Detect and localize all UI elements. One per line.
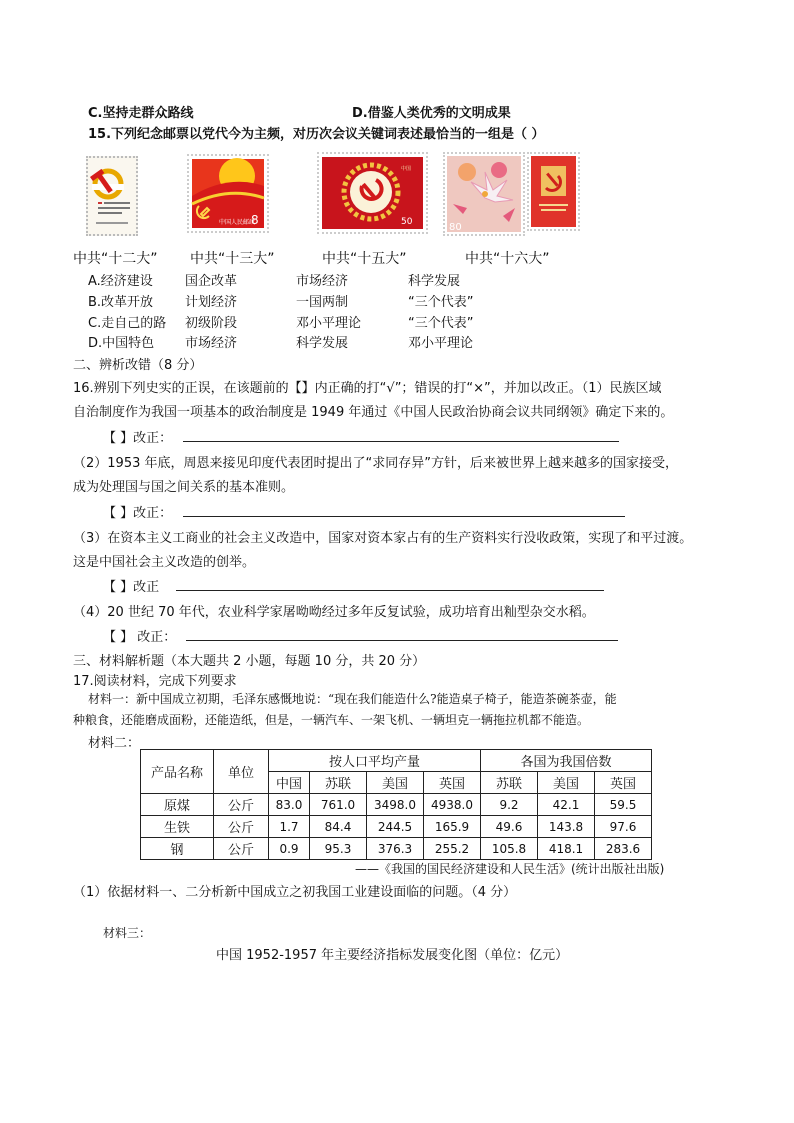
stamp-12th-congress	[86, 156, 138, 236]
q15-option-a-1: A.经济建设	[88, 274, 153, 289]
table-cell: 84.4	[310, 816, 367, 838]
table-cell: 255.2	[424, 838, 481, 860]
q16-part4: （4）20 世纪 70 年代，农业科学家屠呦呦经过多年反复试验，成功培育出籼型杂交水稻。	[73, 605, 595, 620]
table-cell-name: 钢	[141, 838, 214, 860]
q17-material-1-line1: 材料一：新中国成立初期，毛泽东感慨地说：“现在我们能造什么?能造桌子椅子，能造茶碗茶壶，能	[88, 692, 617, 706]
table-cell: 3498.0	[367, 794, 424, 816]
table-cell-unit: 公斤	[214, 816, 269, 838]
table-cell: 1.7	[269, 816, 310, 838]
q15-option-b-1: B.改革开放	[88, 295, 154, 310]
table-cell: 143.8	[538, 816, 595, 838]
q15-option-a-2: 国企改革	[185, 274, 238, 289]
table-cell-name: 生铁	[141, 816, 214, 838]
table-header-unit: 单位	[214, 750, 269, 794]
table-row	[141, 816, 652, 838]
q15-option-b-4: “三个代表”	[408, 295, 474, 310]
q15-option-a-4: 科学发展	[408, 274, 461, 289]
party-emblem-stamp-icon	[319, 154, 426, 232]
stamp-caption-15th: 中共“十五大”	[322, 251, 407, 267]
q16-answer-4-label: 【 】 改正：	[103, 630, 177, 645]
q15-option-c-4: “三个代表”	[408, 316, 474, 331]
table-cell-name: 原煤	[141, 794, 214, 816]
table-cell: 9.2	[481, 794, 538, 816]
table-cell: 165.9	[424, 816, 481, 838]
table-cell: 244.5	[367, 816, 424, 838]
stamp-13th-congress	[187, 154, 269, 233]
q15-option-d-3: 科学发展	[296, 336, 349, 351]
q16-answer-3-label: 【 】改正	[103, 580, 160, 595]
table-cell: 418.1	[538, 838, 595, 860]
table-subheader: 美国	[538, 772, 595, 794]
table-subheader: 中国	[269, 772, 310, 794]
q16-answer-4-line[interactable]	[186, 640, 618, 641]
table-cell: 97.6	[595, 816, 652, 838]
q14-option-d: D.借鉴人类优秀的文明成果	[352, 106, 511, 121]
table-row	[141, 794, 652, 816]
q16-stem-line2: 自治制度作为我国一项基本的政治制度是 1949 年通过《中国人民政治协商会议共同纲领》确定下来的。	[73, 405, 674, 420]
q17-material-3-label: 材料三：	[103, 926, 152, 940]
stamp-caption-12th: 中共“十二大”	[73, 251, 158, 267]
table-row	[141, 838, 652, 860]
table-cell: 59.5	[595, 794, 652, 816]
stamp-16th-congress-emblem	[527, 152, 580, 231]
table-cell: 42.1	[538, 794, 595, 816]
table-cell: 95.3	[310, 838, 367, 860]
table-cell: 49.6	[481, 816, 538, 838]
q15-option-c-3: 邓小平理论	[296, 316, 362, 331]
table-cell: 376.3	[367, 838, 424, 860]
q16-answer-2-line[interactable]	[183, 516, 625, 517]
material-3-chart-title: 中国 1952-1957 年主要经济指标发展变化图（单位：亿元）	[216, 948, 569, 963]
table-cell: 0.9	[269, 838, 310, 860]
q16-answer-1-label: 【 】改正：	[103, 431, 173, 446]
table-cell: 83.0	[269, 794, 310, 816]
lily-flowers-stamp-icon	[445, 154, 523, 234]
q15-option-d-4: 邓小平理论	[408, 336, 474, 351]
stamp-15th-congress	[317, 152, 428, 234]
q17-material-1-line2: 种粮食，还能磨成面粉，还能造纸，但是，一辆汽车、一架飞机、一辆坦克一辆拖拉机都不能造。	[73, 713, 590, 727]
q15-option-b-3: 一国两制	[296, 295, 349, 310]
table-subheader: 苏联	[310, 772, 367, 794]
q17-material-2-label: 材料二：	[88, 736, 141, 751]
svg-text:80: 80	[449, 222, 462, 233]
section-2-title: 二、辨析改错（8 分）	[73, 358, 203, 373]
q15-option-d-2: 市场经济	[185, 336, 238, 351]
svg-text:50: 50	[401, 217, 413, 227]
table-subheader: 美国	[367, 772, 424, 794]
svg-text:中国人民邮政: 中国人民邮政	[219, 219, 256, 226]
q16-stem-line1: 16.辨别下列史实的正误，在该题前的【】内正确的打“√”；错误的打“×”，并加以改正。（1）民族区域	[73, 381, 662, 396]
table-header-product: 产品名称	[141, 750, 214, 794]
svg-text:中国: 中国	[401, 166, 412, 172]
q17-stem: 17.阅读材料，完成下列要求	[73, 674, 237, 689]
table-cell-unit: 公斤	[214, 794, 269, 816]
q16-answer-3-line[interactable]	[176, 590, 604, 591]
q15-option-c-2: 初级阶段	[185, 316, 238, 331]
q16-part2-line2: 成为处理国与国之间关系的基本准则。	[73, 480, 295, 495]
stamp-caption-16th: 中共“十六大”	[465, 251, 550, 267]
stamp-caption-13th: 中共“十三大”	[190, 251, 275, 267]
q15-option-b-2: 计划经济	[185, 295, 238, 310]
table-header-multiples: 各国为我国倍数	[481, 750, 652, 772]
q14-option-c: C.坚持走群众路线	[88, 106, 194, 121]
table-subheader: 英国	[595, 772, 652, 794]
table-cell: 283.6	[595, 838, 652, 860]
sun-flag-stamp-icon	[189, 156, 267, 231]
q16-part3-line1: （3）在资本主义工商业的社会主义改造中，国家对资本家占有的生产资料实行没收政策，实现了和平过渡。	[73, 531, 693, 546]
hammer-sickle-stamp-icon	[88, 158, 136, 234]
table-cell: 4938.0	[424, 794, 481, 816]
q16-answer-2-label: 【 】改正：	[103, 506, 173, 521]
q15-stem: 15.下列纪念邮票以党代今为主频，对历次会议关键词表述最恰当的一组是（ ）	[88, 127, 545, 142]
table-cell: 761.0	[310, 794, 367, 816]
table-subheader: 英国	[424, 772, 481, 794]
q15-option-d-1: D.中国特色	[88, 336, 155, 351]
table-source: ——《我国的国民经济建设和人民生活》(统计出版社出版)	[355, 862, 665, 876]
q15-option-c-1: C.走自己的路	[88, 316, 167, 331]
table-cell-unit: 公斤	[214, 838, 269, 860]
q16-answer-1-line[interactable]	[183, 441, 619, 442]
section-3-title: 三、材料解析题（本大题共 2 小题，每题 10 分，共 20 分）	[73, 654, 426, 669]
svg-text:8: 8	[251, 213, 259, 227]
material-2-table	[140, 749, 652, 860]
table-header-per-capita: 按人口平均产量	[269, 750, 481, 772]
q17-sub-question-1: （1）依据材料一、二分析新中国成立之初我国工业建设面临的问题。（4 分）	[73, 885, 517, 900]
table-cell: 105.8	[481, 838, 538, 860]
q15-option-a-3: 市场经济	[296, 274, 349, 289]
party-flag-stamp-icon	[529, 154, 578, 229]
q16-part3-line2: 这是中国社会主义改造的创举。	[73, 555, 256, 570]
table-subheader: 苏联	[481, 772, 538, 794]
stamp-16th-congress-flowers	[443, 152, 525, 236]
q16-part2-line1: （2）1953 年底，周恩来接见印度代表团时提出了“求同存异”方针，后来被世界上越来越多的国家接受，	[73, 456, 678, 471]
